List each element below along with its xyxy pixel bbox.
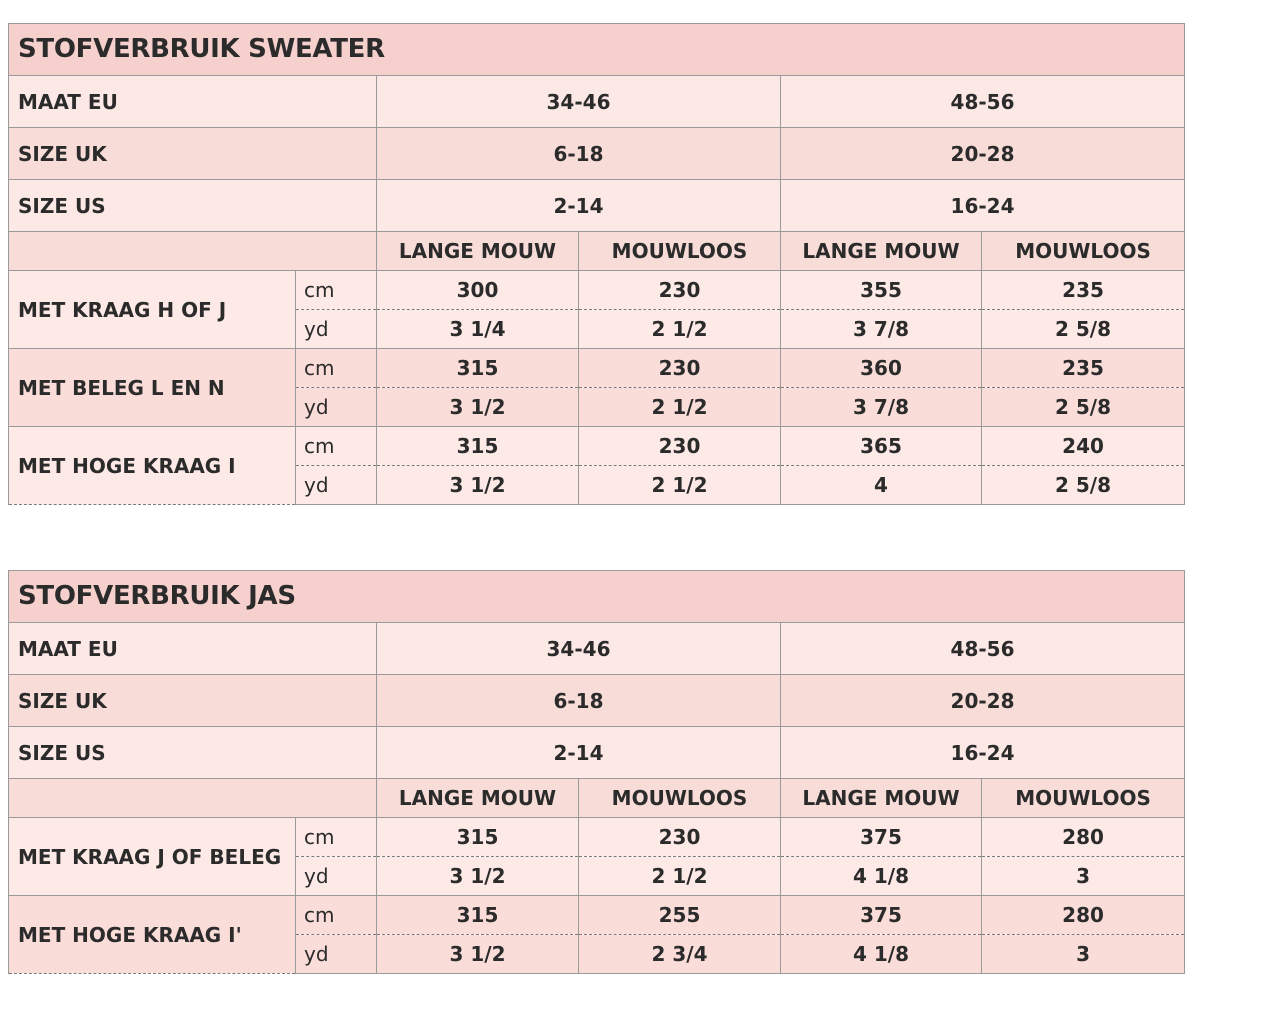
value-cell: 2 3/4 [579, 935, 781, 974]
value-cell: 2 1/2 [579, 857, 781, 896]
size-range-b: 20-28 [781, 128, 1185, 180]
group-label: MET HOGE KRAAG I' [9, 896, 296, 974]
group-label: MET KRAAG J OF BELEG [9, 818, 296, 896]
group-label: MET HOGE KRAAG I [9, 427, 296, 505]
group-label: MET BELEG L EN N [9, 349, 296, 427]
size-range-a: 2-14 [377, 727, 781, 779]
size-range-a: 6-18 [377, 675, 781, 727]
column-header: MOUWLOOS [982, 779, 1185, 818]
unit-label: yd [296, 310, 377, 349]
value-cell: 3 7/8 [781, 388, 982, 427]
size-label: SIZE US [9, 180, 377, 232]
value-cell: 4 1/8 [781, 935, 982, 974]
value-cell: 315 [377, 427, 579, 466]
size-range-a: 34-46 [377, 623, 781, 675]
column-header: MOUWLOOS [579, 779, 781, 818]
fabric-table-jas [8, 570, 1184, 974]
column-header: LANGE MOUW [781, 779, 982, 818]
size-range-b: 48-56 [781, 623, 1185, 675]
value-cell: 365 [781, 427, 982, 466]
unit-label: yd [296, 466, 377, 505]
jas-table [8, 570, 1185, 974]
value-cell: 360 [781, 349, 982, 388]
fabric-table-sweater [8, 23, 1184, 505]
value-cell: 355 [781, 271, 982, 310]
unit-label: yd [296, 388, 377, 427]
value-cell: 315 [377, 349, 579, 388]
size-label: MAAT EU [9, 623, 377, 675]
value-cell: 2 5/8 [982, 310, 1185, 349]
value-cell: 3 7/8 [781, 310, 982, 349]
value-cell: 3 1/2 [377, 935, 579, 974]
value-cell: 2 1/2 [579, 466, 781, 505]
value-cell: 240 [982, 427, 1185, 466]
value-cell: 255 [579, 896, 781, 935]
value-cell: 3 1/4 [377, 310, 579, 349]
value-cell: 235 [982, 349, 1185, 388]
size-range-a: 2-14 [377, 180, 781, 232]
size-label: MAAT EU [9, 76, 377, 128]
size-range-b: 48-56 [781, 76, 1185, 128]
value-cell: 2 1/2 [579, 388, 781, 427]
unit-label: cm [296, 349, 377, 388]
value-cell: 235 [982, 271, 1185, 310]
value-cell: 2 1/2 [579, 310, 781, 349]
size-range-b: 16-24 [781, 727, 1185, 779]
unit-label: cm [296, 427, 377, 466]
size-label: SIZE US [9, 727, 377, 779]
unit-label: yd [296, 857, 377, 896]
size-range-a: 34-46 [377, 76, 781, 128]
value-cell: 3 1/2 [377, 388, 579, 427]
column-header: LANGE MOUW [377, 779, 579, 818]
value-cell: 230 [579, 271, 781, 310]
value-cell: 280 [982, 896, 1185, 935]
value-cell: 3 1/2 [377, 466, 579, 505]
value-cell: 4 1/8 [781, 857, 982, 896]
size-range-a: 6-18 [377, 128, 781, 180]
unit-label: cm [296, 271, 377, 310]
value-cell: 230 [579, 349, 781, 388]
table-title: STOFVERBRUIK JAS [9, 571, 1185, 623]
value-cell: 2 5/8 [982, 466, 1185, 505]
value-cell: 3 [982, 935, 1185, 974]
value-cell: 315 [377, 896, 579, 935]
table-title: STOFVERBRUIK SWEATER [9, 24, 1185, 76]
column-header: MOUWLOOS [579, 232, 781, 271]
value-cell: 4 [781, 466, 982, 505]
column-header: MOUWLOOS [982, 232, 1185, 271]
column-header-empty [9, 232, 377, 271]
value-cell: 300 [377, 271, 579, 310]
value-cell: 230 [579, 818, 781, 857]
value-cell: 2 5/8 [982, 388, 1185, 427]
unit-label: cm [296, 818, 377, 857]
value-cell: 3 [982, 857, 1185, 896]
sweater-table [8, 23, 1185, 505]
column-header-empty [9, 779, 377, 818]
size-range-b: 20-28 [781, 675, 1185, 727]
group-label: MET KRAAG H OF J [9, 271, 296, 349]
unit-label: cm [296, 896, 377, 935]
column-header: LANGE MOUW [781, 232, 982, 271]
value-cell: 280 [982, 818, 1185, 857]
column-header: LANGE MOUW [377, 232, 579, 271]
value-cell: 230 [579, 427, 781, 466]
value-cell: 375 [781, 896, 982, 935]
unit-label: yd [296, 935, 377, 974]
size-label: SIZE UK [9, 675, 377, 727]
value-cell: 315 [377, 818, 579, 857]
value-cell: 375 [781, 818, 982, 857]
size-label: SIZE UK [9, 128, 377, 180]
size-range-b: 16-24 [781, 180, 1185, 232]
value-cell: 3 1/2 [377, 857, 579, 896]
